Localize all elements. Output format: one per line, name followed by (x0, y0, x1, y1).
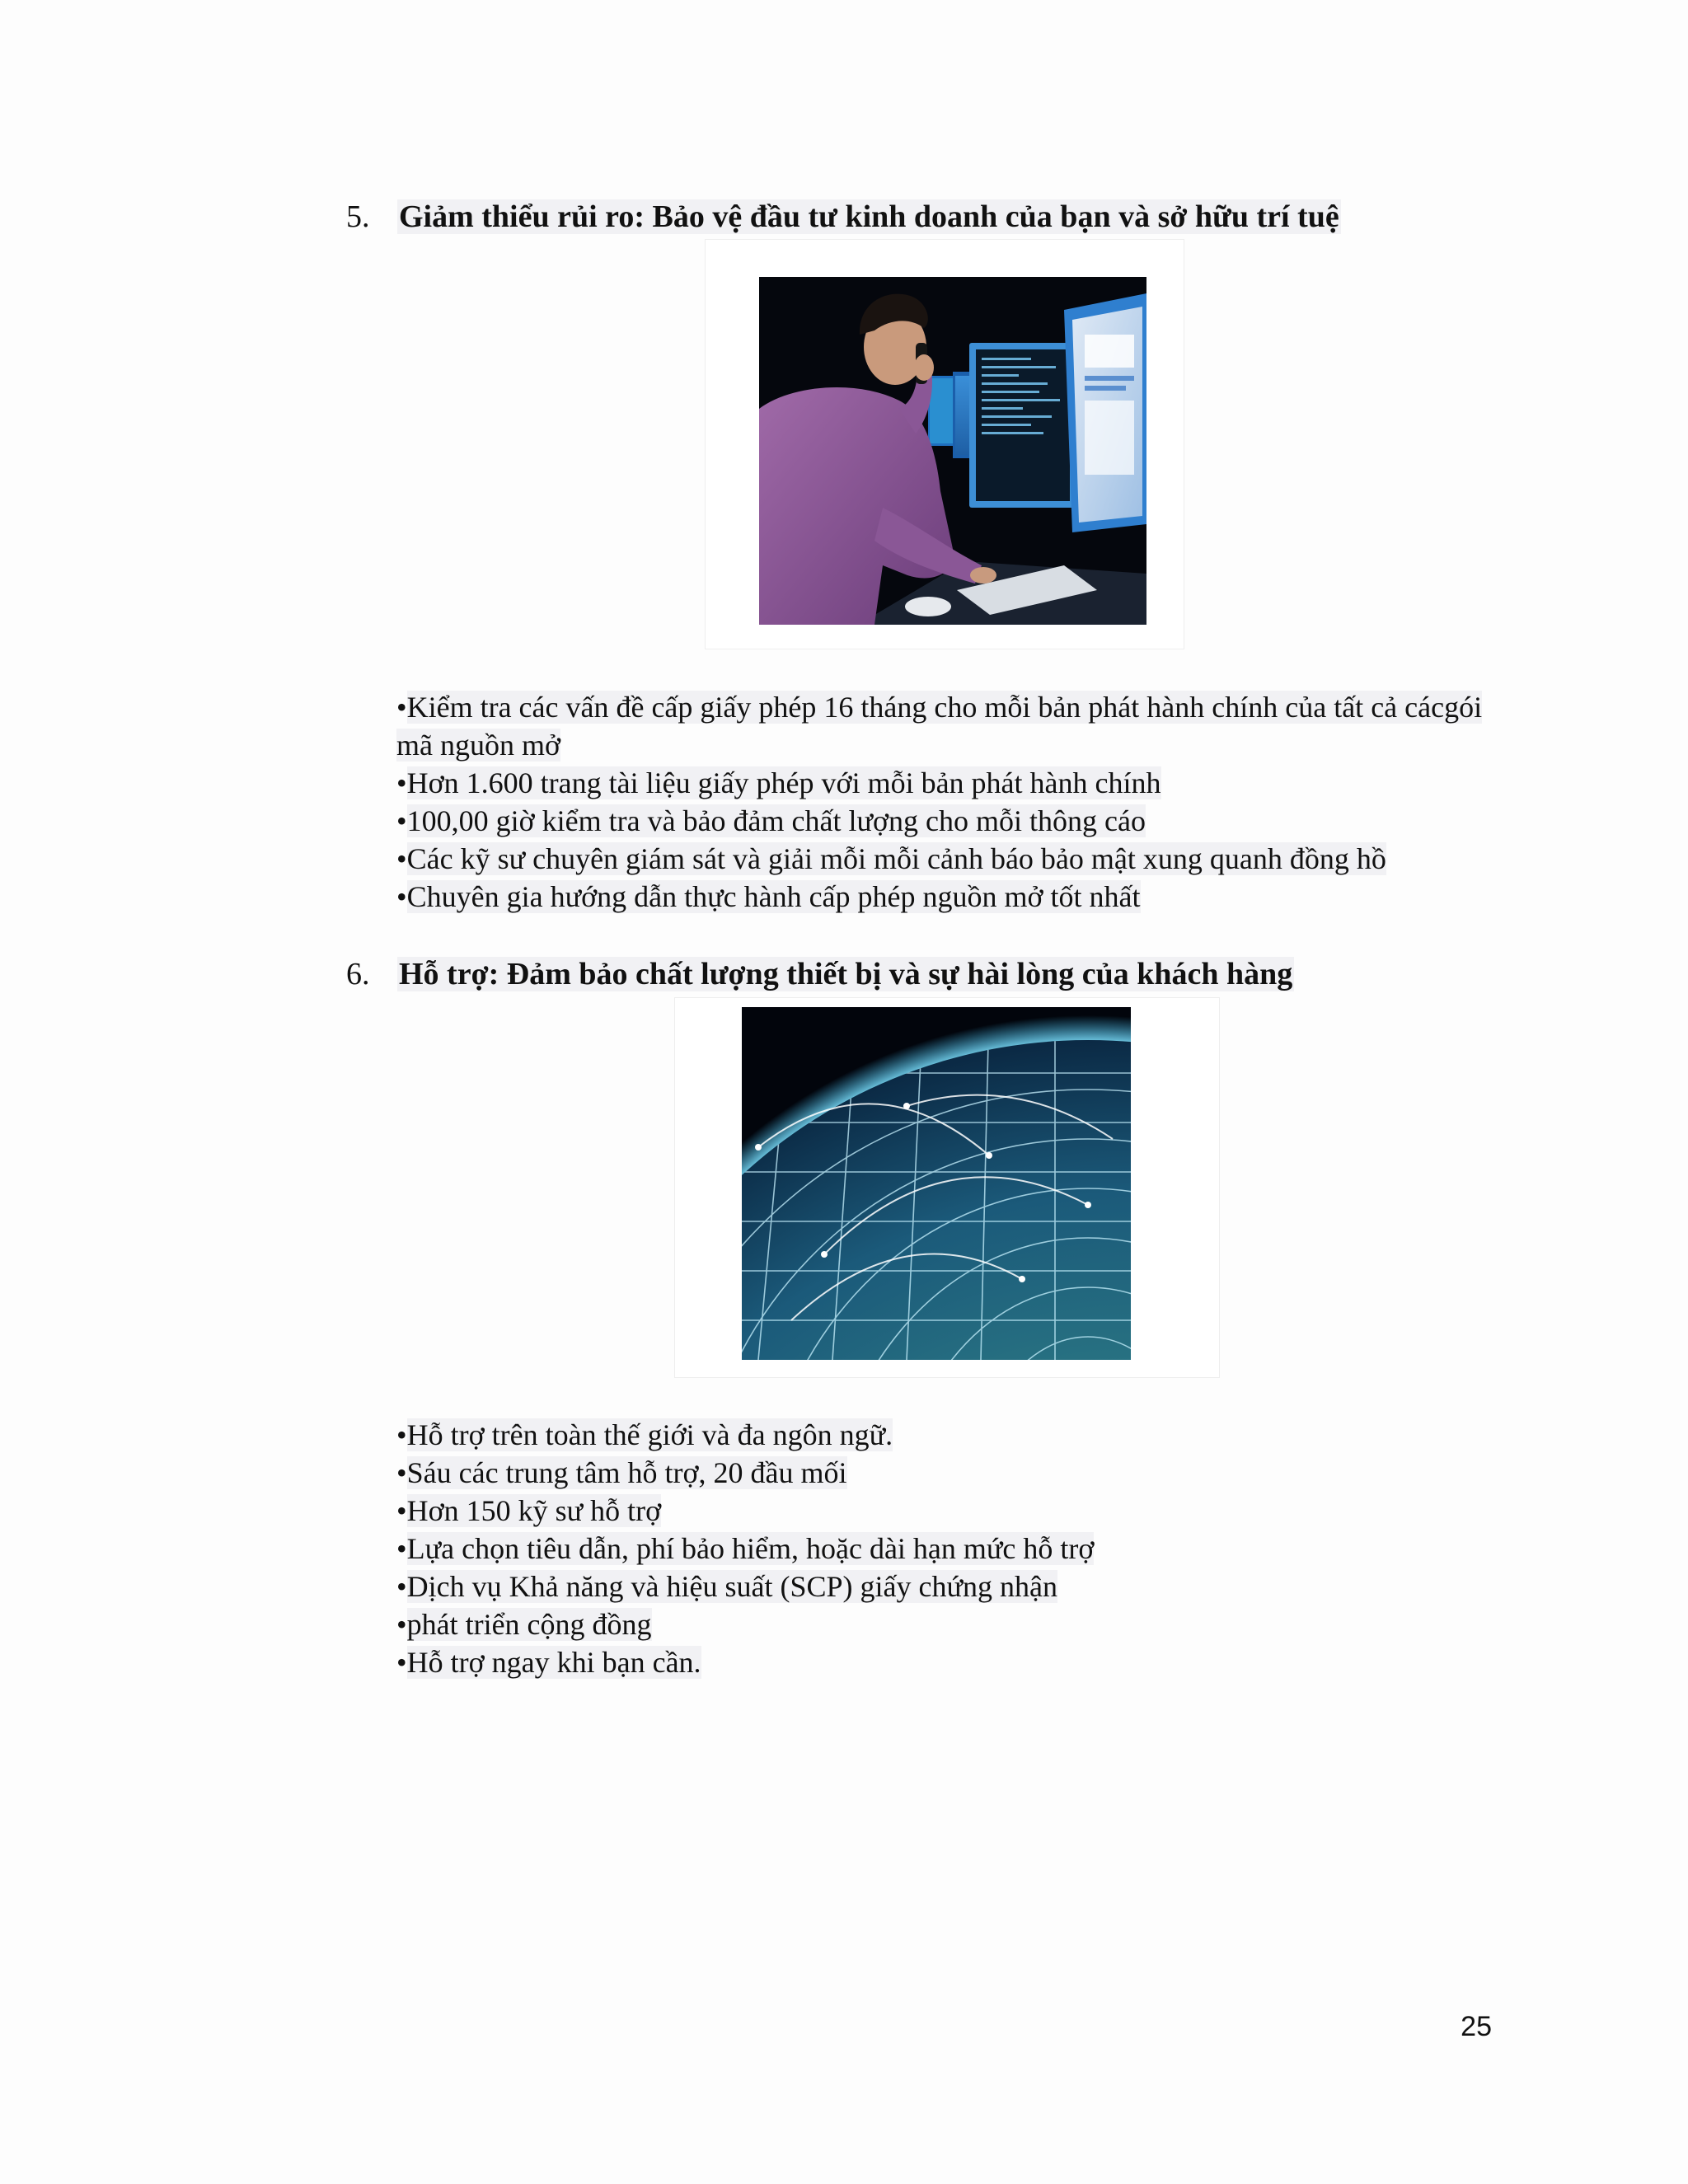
bullet-text: Kiểm tra các vấn đề cấp giấy phép 16 tháng cho mỗi bản phát hành chính của tất cả cácgói mã nguồn mở (396, 691, 1483, 762)
engineer-at-monitors-photo (759, 277, 1146, 625)
bullet-text: Chuyên gia hướng dẫn thực hành cấp phép nguồn mở tốt nhất (406, 880, 1141, 913)
list-item (396, 840, 1493, 878)
list-item (396, 1454, 1493, 1492)
bullet-text: 100,00 giờ kiểm tra và bảo đảm chất lượng cho mỗi thông cáo (406, 804, 1146, 837)
bullet-text: Hỗ trợ ngay khi bạn cần. (406, 1646, 701, 1679)
list-item (396, 1605, 1493, 1643)
section-6-bullet-list (396, 1416, 1493, 1681)
bullet-text: phát triển cộng đồng (406, 1608, 652, 1641)
list-item (396, 764, 1493, 802)
bullet-text: Hỗ trợ trên toàn thế giới và đa ngôn ngữ. (406, 1418, 893, 1451)
list-item (396, 878, 1493, 916)
list-item (396, 1568, 1493, 1605)
bullet-text: Lựa chọn tiêu dẫn, phí bảo hiểm, hoặc dài hạn mức hỗ trợ (406, 1532, 1095, 1565)
section-5-bullet-list (396, 688, 1493, 916)
section-number: 5. (346, 199, 370, 234)
bullet-text: Hơn 150 kỹ sư hỗ trợ (406, 1494, 662, 1527)
list-item (396, 1492, 1493, 1530)
bullet-text: Hơn 1.600 trang tài liệu giấy phép với mỗi bản phát hành chính (406, 766, 1161, 799)
list-item (396, 688, 1493, 764)
network-globe-photo (742, 1007, 1131, 1360)
section-5-heading (346, 196, 1341, 237)
list-item (396, 1416, 1493, 1454)
bullet-text: Dịch vụ Khả năng và hiệu suất (SCP) giấy chứng nhận (406, 1570, 1057, 1603)
list-item (396, 1530, 1493, 1568)
section-title: Giảm thiểu rủi ro: Bảo vệ đầu tư kinh doanh của bạn và sở hữu trí tuệ (399, 199, 1339, 234)
page-number: 25 (1461, 2011, 1492, 2042)
bullet-text: Các kỹ sư chuyên giám sát và giải mỗi mỗi cảnh báo bảo mật xung quanh đồng hồ (406, 842, 1386, 875)
bullet-text: Sáu các trung tâm hỗ trợ, 20 đầu mối (406, 1456, 847, 1489)
section-number: 6. (346, 957, 370, 991)
list-item (396, 802, 1493, 840)
section-title: Hỗ trợ: Đảm bảo chất lượng thiết bị và sự hài lòng của khách hàng (399, 957, 1293, 991)
section-6-heading (346, 954, 1294, 995)
list-item (396, 1643, 1493, 1681)
